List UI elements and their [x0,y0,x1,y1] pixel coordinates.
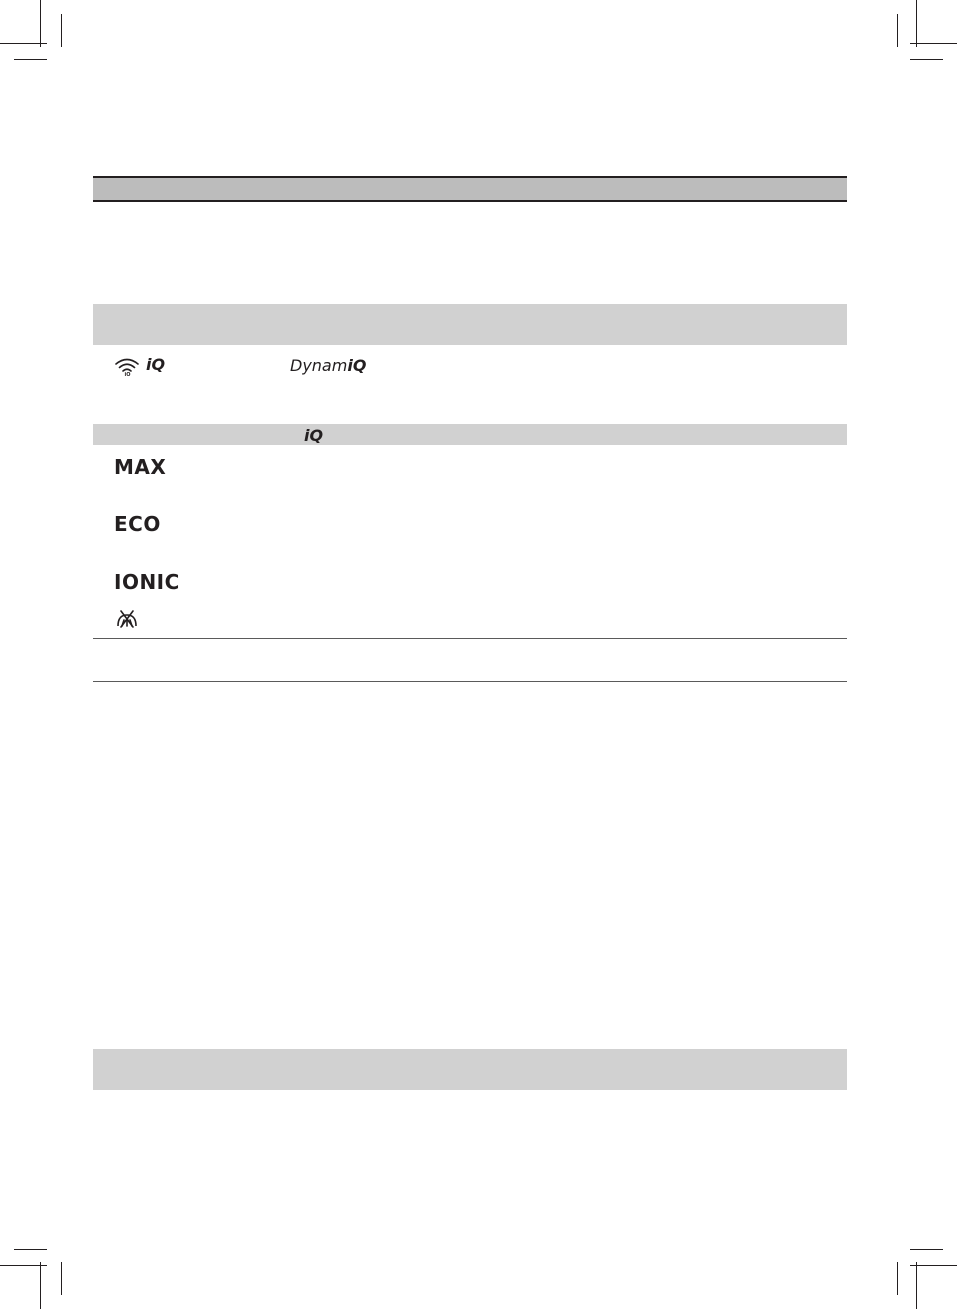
crop-mark [910,43,957,44]
mode-ionic-label: IONIC [114,570,180,594]
title-bar [93,176,847,202]
iq-label: iQ [146,355,166,374]
crop-mark [897,14,898,47]
fan-off-icon [115,609,139,629]
section-header-band [93,304,847,345]
crop-mark [910,1265,957,1266]
dynamiq-suffix: iQ [347,356,367,375]
dynamiq-prefix: Dynam [290,356,348,375]
crop-mark [40,0,41,47]
crop-mark [916,0,917,47]
crop-mark [40,1262,41,1309]
crop-mark [14,1249,47,1250]
crop-mark [910,1249,943,1250]
iq-sub-label: iQ [304,426,324,445]
mode-max-label: MAX [114,455,167,479]
crop-mark [61,14,62,47]
wifi-iq-icon [114,356,140,376]
subsection-band [93,424,847,445]
divider [93,638,847,639]
crop-mark [897,1262,898,1295]
crop-mark [916,1262,917,1309]
dynamiq-label [290,358,366,374]
mode-eco-label: ECO [114,512,161,536]
crop-mark [61,1262,62,1295]
crop-mark [910,59,943,60]
crop-mark [14,59,47,60]
svg-text:iQ: iQ [124,372,131,376]
section-header-band [93,1049,847,1090]
divider [93,681,847,682]
